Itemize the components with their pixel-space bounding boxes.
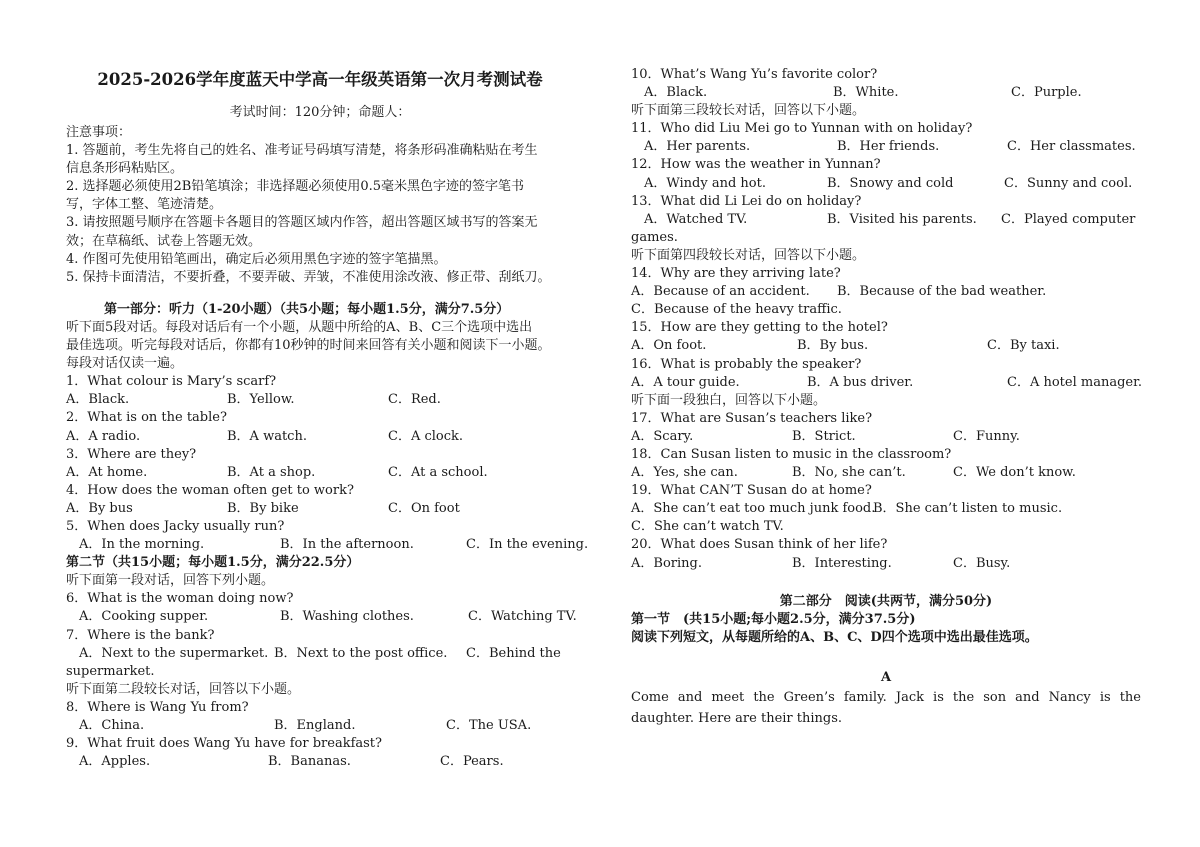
question-17: 17．What are Susan’s teachers like? bbox=[631, 410, 873, 426]
option-a: A．Watched TV. bbox=[644, 211, 748, 227]
option-a: A．In the morning. bbox=[79, 537, 205, 553]
note-line: 信息条形码粘贴区。 bbox=[66, 161, 184, 177]
option-b: B．Bananas. bbox=[268, 754, 351, 770]
question-10-options bbox=[631, 84, 1141, 102]
question-3-options bbox=[66, 464, 574, 482]
question-5-options bbox=[66, 536, 589, 554]
question-19: 19．What CAN’T Susan do at home? bbox=[631, 483, 872, 499]
option-a: A．China. bbox=[79, 718, 145, 733]
option-c: C．Busy. bbox=[953, 555, 1011, 571]
question-14-option-c: C．Because of the heavy traffic. bbox=[631, 302, 842, 318]
option-c: C．We don’t know. bbox=[953, 465, 1076, 481]
option-c: C．Watching TV. bbox=[468, 609, 577, 625]
note-line: 5. 保持卡面清洁，不要折叠，不要弄破、弄皱，不准使用涂改液、修正带、刮纸刀。 bbox=[66, 269, 551, 285]
part1-instruction: 听下面5段对话。每段对话后有一个小题，从题中所给的A、B、C三个选项中选出 bbox=[66, 319, 533, 335]
option-a: A．A tour guide. bbox=[631, 374, 740, 390]
option-c: C．In the evening. bbox=[466, 537, 589, 553]
part2-heading: 第二部分 阅读(共两节，满分50分) bbox=[779, 593, 993, 609]
option-c: C．By taxi. bbox=[987, 338, 1060, 354]
option-b: B．Visited his parents. bbox=[827, 211, 977, 227]
question-16-options bbox=[631, 374, 1141, 392]
option-a: A．Scary. bbox=[631, 428, 694, 444]
option-b: B．Strict. bbox=[792, 428, 856, 444]
option-b: B．In the afternoon. bbox=[280, 537, 414, 553]
question-1-options bbox=[66, 391, 574, 409]
question-15: 15．How are they getting to the hotel? bbox=[631, 320, 888, 336]
dialog1-instruction: 听下面第一段对话，回答下列小题。 bbox=[66, 573, 275, 589]
option-b: B．No, she can’t. bbox=[792, 465, 906, 481]
option-b: B．Interesting. bbox=[792, 555, 892, 571]
option-c: C．Pears. bbox=[440, 754, 504, 770]
option-b: B．England. bbox=[274, 718, 356, 733]
option-c: C．Behind the bbox=[466, 645, 561, 661]
option-b: B．Yellow. bbox=[227, 392, 295, 408]
question-12-options bbox=[631, 175, 1141, 193]
option-a: A．On foot. bbox=[631, 338, 707, 354]
question-2-options bbox=[66, 428, 574, 446]
option-b: B．Next to the post office. bbox=[274, 645, 448, 661]
option-c: C．Red. bbox=[388, 392, 441, 408]
option-c: C．A clock. bbox=[388, 428, 464, 444]
question-18: 18．Can Susan listen to music in the classroom? bbox=[631, 446, 952, 462]
question-20-options bbox=[631, 555, 1141, 573]
option-c: C．Her classmates. bbox=[1007, 139, 1136, 155]
option-a: A．A radio. bbox=[66, 428, 141, 444]
part2-instruction: 阅读下列短文，从每题所给的A、B、C、D四个选项中选出最佳选项。 bbox=[631, 629, 1038, 645]
question-9: 9．What fruit does Wang Yu have for breakfast? bbox=[66, 736, 382, 752]
exam-info: 考试时间：120分钟；命题人： bbox=[229, 105, 411, 120]
question-18-options bbox=[631, 464, 1141, 482]
option-c: C．At a school. bbox=[388, 464, 488, 480]
question-13-options bbox=[631, 211, 1141, 229]
note-line: 1. 答题前，考生先将自己的姓名、准考证号码填写清楚，将条形码准确粘贴在考生 bbox=[66, 143, 538, 159]
option-a: A．Black. bbox=[66, 392, 130, 408]
option-c: C．A hotel manager. bbox=[1007, 374, 1143, 390]
option-a: A．Her parents. bbox=[644, 139, 751, 155]
section2-heading: 第二节（共15小题；每小题1.5分，满分22.5分） bbox=[66, 555, 360, 571]
question-7-option-c-continued: supermarket. bbox=[66, 663, 155, 679]
option-c: C．Sunny and cool. bbox=[1004, 175, 1133, 191]
dialog3-instruction: 听下面第三段较长对话，回答以下小题。 bbox=[631, 103, 866, 119]
question-14: 14．Why are they arriving late? bbox=[631, 266, 841, 282]
question-7: 7．Where is the bank? bbox=[66, 627, 215, 643]
dialog2-instruction: 听下面第二段较长对话，回答以下小题。 bbox=[66, 681, 301, 697]
question-1: 1．What colour is Mary’s scarf? bbox=[66, 374, 277, 390]
option-a: A．She can’t eat too much junk food. bbox=[631, 501, 876, 517]
part1-heading: 第一部分：听力（1-20小题）（共5小题；每小题1.5分，满分7.5分） bbox=[104, 301, 510, 317]
notes-heading: 注意事项： bbox=[66, 125, 132, 140]
option-b: B．White. bbox=[833, 85, 899, 101]
option-b: B．A watch. bbox=[227, 428, 307, 444]
exam-title: 2025-2026学年度蓝天中学高一年级英语第一次月考测试卷 bbox=[97, 70, 543, 89]
question-15-options bbox=[631, 337, 1141, 355]
option-a: A．Next to the supermarket. bbox=[79, 645, 269, 661]
question-4-options bbox=[66, 500, 574, 518]
option-a: A．By bus bbox=[66, 500, 133, 516]
option-b: B．She can’t listen to music. bbox=[873, 501, 1063, 517]
question-13: 13．What did Li Lei do on holiday? bbox=[631, 193, 862, 209]
question-4: 4．How does the woman often get to work? bbox=[66, 482, 354, 498]
option-a: A．Windy and hot. bbox=[644, 175, 766, 191]
option-c: C．On foot bbox=[388, 500, 460, 516]
option-a: A．Yes, she can. bbox=[631, 465, 738, 481]
option-b: B．At a shop. bbox=[227, 464, 316, 480]
question-8-options bbox=[66, 717, 574, 735]
option-b: B．A bus driver. bbox=[807, 374, 914, 390]
monologue-instruction: 听下面一段独白，回答以下小题。 bbox=[631, 392, 827, 408]
question-11: 11．Who did Liu Mei go to Yunnan with on holiday? bbox=[631, 121, 973, 137]
passage-label: A bbox=[880, 669, 892, 685]
question-9-options bbox=[66, 753, 574, 771]
option-b: B．Because of the bad weather. bbox=[837, 284, 1047, 300]
option-c: C．Played computer bbox=[1001, 211, 1136, 227]
question-10: 10．What’s Wang Yu’s favorite color? bbox=[631, 67, 878, 82]
dialog4-instruction: 听下面第四段较长对话，回答以下小题。 bbox=[631, 247, 866, 263]
option-a: A．Apples. bbox=[79, 754, 151, 770]
option-a: A．Black. bbox=[644, 85, 708, 101]
right-column bbox=[631, 66, 1141, 729]
question-12: 12．How was the weather in Yunnan? bbox=[631, 157, 881, 173]
question-19-options bbox=[631, 500, 1141, 518]
question-7-options bbox=[66, 645, 574, 663]
question-13-option-c-continued: games. bbox=[631, 229, 678, 245]
question-11-options bbox=[631, 138, 1141, 156]
question-14-options bbox=[631, 283, 1141, 301]
left-column bbox=[66, 66, 589, 771]
option-a: A．At home. bbox=[66, 464, 148, 480]
note-line: 2. 选择题必须使用2B铅笔填涂；非选择题必须使用0.5毫米黑色字迹的签字笔书 bbox=[66, 179, 525, 195]
option-b: B．By bike bbox=[227, 500, 299, 516]
question-17-options bbox=[631, 428, 1141, 446]
question-6: 6．What is the woman doing now? bbox=[66, 591, 294, 607]
question-19-option-c: C．She can’t watch TV. bbox=[631, 519, 784, 535]
question-5: 5．When does Jacky usually run? bbox=[66, 518, 285, 534]
question-2: 2．What is on the table? bbox=[66, 410, 227, 426]
option-c: C．Funny. bbox=[953, 428, 1020, 444]
option-c: C．Purple. bbox=[1011, 85, 1082, 101]
part2-section1-heading: 第一节 (共15小题;每小题2.5分，满分37.5分) bbox=[631, 611, 916, 627]
option-c: C．The USA. bbox=[446, 718, 532, 733]
note-line: 4. 作图可先使用铅笔画出，确定后必须用黑色字迹的签字笔描黑。 bbox=[66, 251, 447, 267]
note-line: 效；在草稿纸、试卷上答题无效。 bbox=[66, 233, 262, 249]
part1-instruction: 最佳选项。听完每段对话后，你都有10秒钟的时间来回答有关小题和阅读下一小题。 bbox=[66, 338, 551, 354]
option-a: A．Because of an accident. bbox=[631, 284, 810, 300]
option-a: A．Cooking supper. bbox=[79, 609, 209, 625]
question-16: 16．What is probably the speaker? bbox=[631, 356, 862, 372]
passage-text: Come and meet the Green’s family. Jack is the son and Nancy is the daughter. Here are their things. bbox=[631, 690, 1141, 726]
option-a: A．Boring. bbox=[631, 555, 702, 571]
option-b: B．Washing clothes. bbox=[280, 609, 414, 625]
question-6-options bbox=[66, 608, 577, 626]
option-b: B．By bus. bbox=[797, 338, 869, 354]
question-20: 20．What does Susan think of her life? bbox=[631, 537, 888, 553]
question-3: 3．Where are they? bbox=[66, 446, 197, 462]
note-line: 3. 请按照题号顺序在答题卡各题目的答题区域内作答，超出答题区域书写的答案无 bbox=[66, 215, 538, 231]
option-b: B．Her friends. bbox=[837, 139, 940, 155]
question-8: 8．Where is Wang Yu from? bbox=[66, 699, 249, 715]
part1-instruction: 每段对话仅读一遍。 bbox=[66, 356, 184, 372]
note-line: 写，字体工整、笔迹清楚。 bbox=[66, 197, 223, 213]
option-b: B．Snowy and cold bbox=[827, 175, 954, 191]
